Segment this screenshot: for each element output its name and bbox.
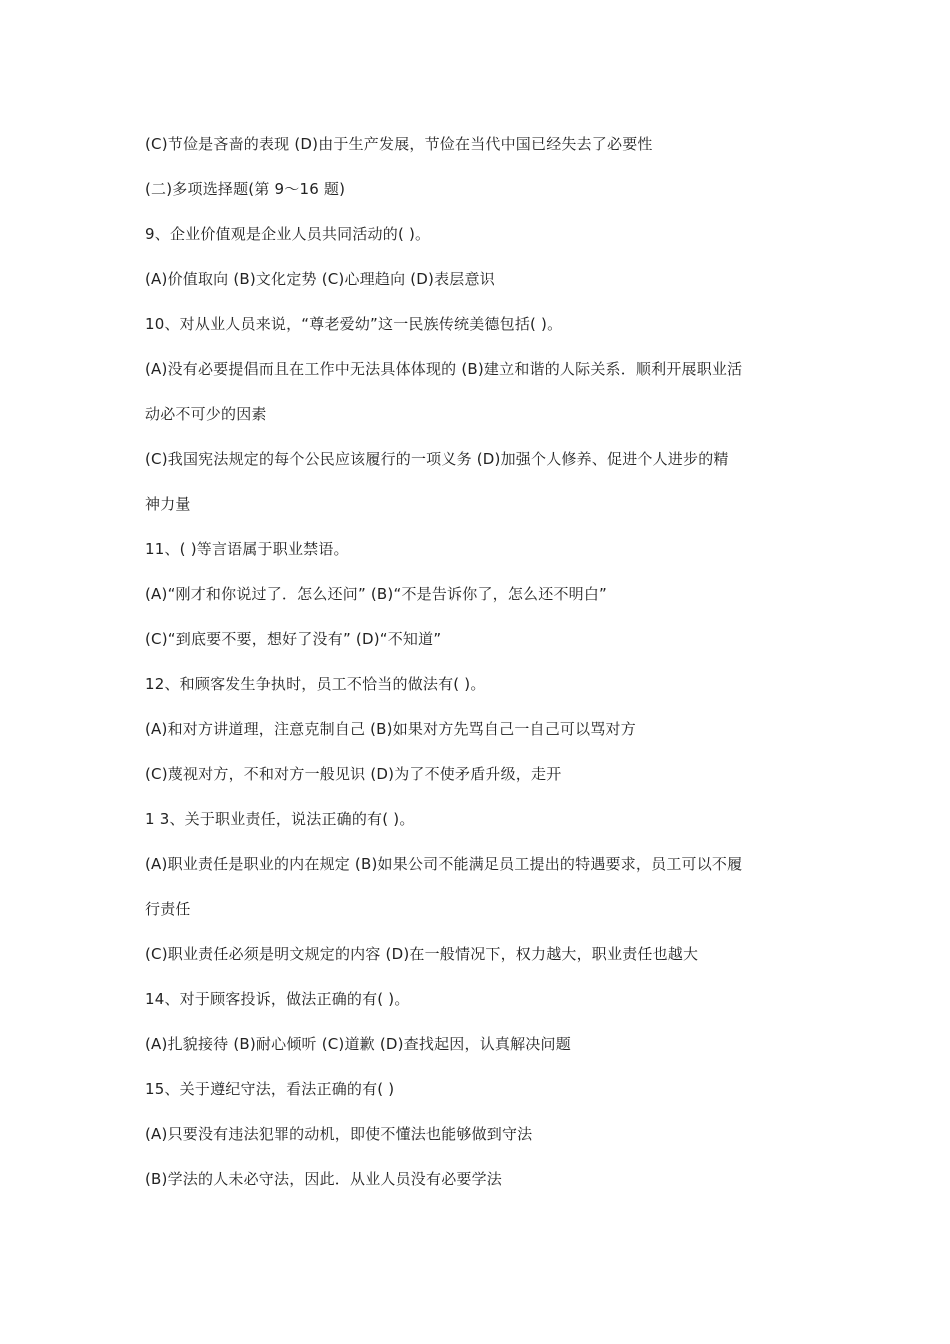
question-13-options-ab-cont: 行责任 <box>145 900 191 918</box>
question-14-options: (A)扎貌接待 (B)耐心倾听 (C)道歉 (D)查找起因，认真解决问题 <box>145 1035 571 1053</box>
question-11: 11、( )等言语属于职业禁语。 <box>145 540 349 558</box>
question-9: 9、企业价值观是企业人员共同活动的( )。 <box>145 225 431 243</box>
question-12-options-cd: (C)蔑视对方，不和对方一般见识 (D)为了不使矛盾升级，走开 <box>145 765 562 783</box>
section-heading-multiple-choice: (二)多项选择题(第 9～16 题) <box>145 180 346 198</box>
question-15: 15、关于遵纪守法，看法正确的有( ) <box>145 1080 395 1098</box>
question-12: 12、和顾客发生争执时，员工不恰当的做法有( )。 <box>145 675 486 693</box>
question-11-options-cd: (C)“到底要不要，想好了没有” (D)“不知道” <box>145 630 442 648</box>
question-15-option-b: (B)学法的人未必守法，因此．从业人员没有必要学法 <box>145 1170 502 1188</box>
question-10-options-ab-cont: 动必不可少的因素 <box>145 405 267 423</box>
question-13-options-cd: (C)职业责任必须是明文规定的内容 (D)在一般情况下，权力越大，职业责任也越大 <box>145 945 699 963</box>
question-13: 1 3、关于职业责任，说法正确的有( )。 <box>145 810 415 828</box>
question-11-options-ab: (A)“刚才和你说过了．怎么还问” (B)“不是告诉你了，怎么还不明白” <box>145 585 608 603</box>
question-10-options-ab: (A)没有必要提倡而且在工作中无法具体体现的 (B)建立和谐的人际关系．顺利开展职业活 <box>145 360 743 378</box>
question-15-option-a: (A)只要没有违法犯罪的动机，即使不懂法也能够做到守法 <box>145 1125 533 1143</box>
document-body <box>145 122 825 1202</box>
question-13-options-ab: (A)职业责任是职业的内在规定 (B)如果公司不能满足员工提出的特遇要求，员工可以不履 <box>145 855 743 873</box>
question-10-options-cd-cont: 神力量 <box>145 495 191 513</box>
text-line-option-cd: (C)节俭是吝啬的表现 (D)由于生产发展，节俭在当代中国已经失去了必要性 <box>145 135 653 153</box>
question-9-options: (A)价值取向 (B)文化定势 (C)心理趋向 (D)表层意识 <box>145 270 495 288</box>
question-10-options-cd: (C)我国宪法规定的每个公民应该履行的一项义务 (D)加强个人修养、促进个人进步的精 <box>145 450 729 468</box>
question-12-options-ab: (A)和对方讲道理，注意克制自己 (B)如果对方先骂自己一自己可以骂对方 <box>145 720 636 738</box>
question-10: 10、对从业人员来说，“尊老爱幼”这一民族传统美德包括( )。 <box>145 315 563 333</box>
question-14: 14、对于顾客投诉，做法正确的有( )。 <box>145 990 410 1008</box>
